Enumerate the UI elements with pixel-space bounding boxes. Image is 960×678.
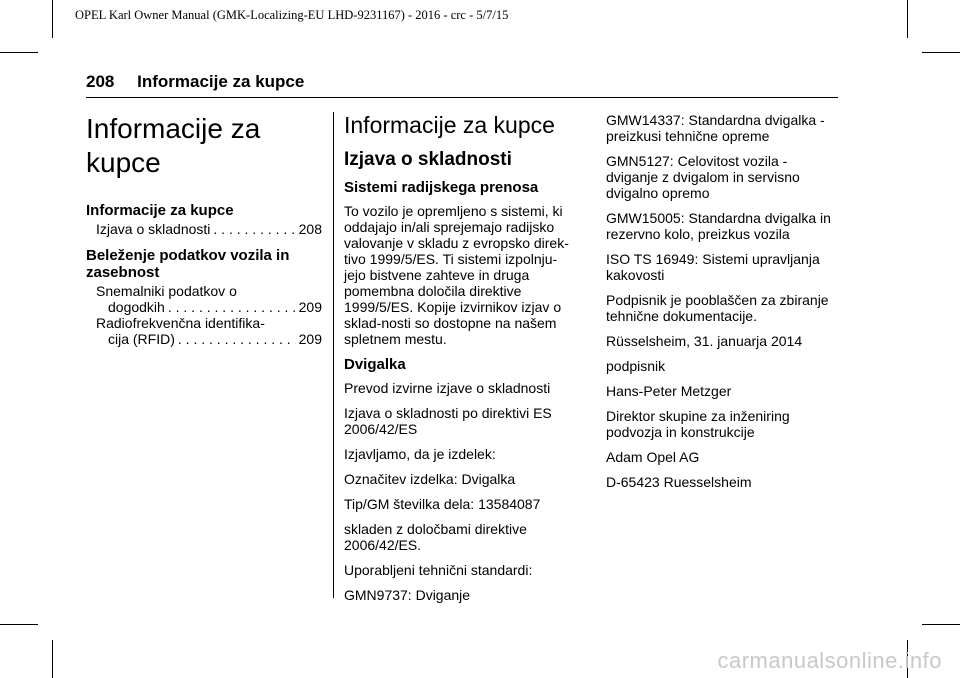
paragraph: Rüsselsheim, 31. januarja 2014 bbox=[606, 333, 803, 349]
toc-entry-page: 209 bbox=[298, 299, 322, 315]
paragraph: Hans-Peter Metzger bbox=[606, 383, 732, 399]
header-rule bbox=[86, 97, 838, 98]
page-header-title: Informacije za kupce bbox=[137, 72, 305, 91]
toc-section-heading: Informacije za kupce bbox=[86, 202, 234, 219]
paragraph: Izjava o skladnosti po direktivi ES 2006/42/ES bbox=[344, 405, 552, 437]
crop-mark bbox=[0, 624, 38, 625]
toc-title: Informacije za kupce bbox=[86, 113, 261, 178]
content-column-3 bbox=[606, 112, 840, 499]
toc-entry-page: 209 bbox=[298, 331, 322, 347]
watermark: carmanualsonline.info bbox=[717, 648, 942, 673]
paragraph: GMN5127: Celovitost vozila - dviganje z dvigalom in servisno dvigalno opremo bbox=[606, 153, 800, 201]
crop-mark bbox=[907, 0, 908, 38]
toc-entry-label-cont: cija (RFID) bbox=[108, 331, 175, 347]
toc-section-heading: Beleženje podatkov vozila in zasebnost bbox=[86, 247, 290, 281]
paragraph: GMW14337: Standardna dvigalka - preizkusi tehnične opreme bbox=[606, 112, 825, 144]
paragraph: To vozilo je opremljeno s sistemi, ki oddajajo in/ali sprejemajo radijsko valovanje v skladu z evropsko direk-tivo 1999/5/ES. Ti sistemi izpolnju-jejo bistvene zahteve in druga pomembna določila direktive 1999/5/ES. Kopije izvirnikov izjav o sklad-nosti so dostopne na našem spletnem mestu. bbox=[344, 203, 569, 347]
paragraph: Direktor skupine za inženiring podvozja in konstrukcije bbox=[606, 408, 790, 440]
page-header bbox=[86, 72, 304, 92]
paragraph: Označitev izdelka: Dvigalka bbox=[344, 471, 516, 487]
crop-mark bbox=[52, 640, 53, 678]
toc-entry[interactable] bbox=[86, 331, 322, 347]
crop-mark bbox=[922, 52, 960, 53]
toc-leader bbox=[213, 221, 295, 237]
toc-leader bbox=[168, 299, 296, 315]
toc-entry-label-cont: dogodkih bbox=[108, 299, 165, 315]
paragraph: Prevod izvirne izjave o skladnosti bbox=[344, 380, 551, 396]
crop-mark bbox=[922, 624, 960, 625]
toc-entry[interactable] bbox=[86, 221, 322, 237]
toc-entry[interactable] bbox=[86, 299, 322, 315]
section-title: Izjava o skladnosti bbox=[344, 149, 512, 170]
toc-entry-label: Snemalniki podatkov o bbox=[96, 283, 237, 299]
toc-entry-page: 208 bbox=[298, 221, 322, 237]
paragraph: Adam Opel AG bbox=[606, 449, 700, 465]
crop-mark bbox=[0, 52, 38, 53]
content-title: Informacije za kupce bbox=[344, 112, 555, 138]
toc-entry-label: Radiofrekvenčna identifika- bbox=[96, 315, 265, 331]
toc-leader bbox=[178, 331, 296, 347]
page-number: 208 bbox=[86, 72, 115, 91]
crop-mark bbox=[52, 0, 53, 38]
paragraph: D-65423 Ruesselsheim bbox=[606, 474, 752, 490]
paragraph: podpisnik bbox=[606, 358, 666, 374]
paragraph: Podpisnik je pooblaščen za zbiranje tehnične dokumentacije. bbox=[606, 292, 829, 324]
paragraph: ISO TS 16949: Sistemi upravljanja kakovosti bbox=[606, 251, 820, 283]
paragraph: skladen z določbami direktive 2006/42/ES. bbox=[344, 521, 527, 553]
paragraph: Uporabljeni tehnični standardi: bbox=[344, 562, 533, 578]
content-column-2 bbox=[344, 112, 578, 612]
column-divider bbox=[333, 112, 334, 598]
document-meta-header: OPEL Karl Owner Manual (GMK-Localizing-EU LHD-9231167) - 2016 - crc - 5/7/15 bbox=[75, 8, 509, 22]
subsection-title: Dvigalka bbox=[344, 356, 406, 373]
paragraph: Izjavljamo, da je izdelek: bbox=[344, 446, 496, 462]
paragraph: Tip/GM številka dela: 13584087 bbox=[344, 496, 541, 512]
toc-entry-label: Izjava o skladnosti bbox=[96, 221, 211, 237]
paragraph: GMN9737: Dviganje bbox=[344, 587, 471, 603]
toc-column bbox=[86, 112, 322, 347]
paragraph: GMW15005: Standardna dvigalka in rezervno kolo, preizkus vozila bbox=[606, 210, 831, 242]
subsection-title: Sistemi radijskega prenosa bbox=[344, 179, 539, 196]
